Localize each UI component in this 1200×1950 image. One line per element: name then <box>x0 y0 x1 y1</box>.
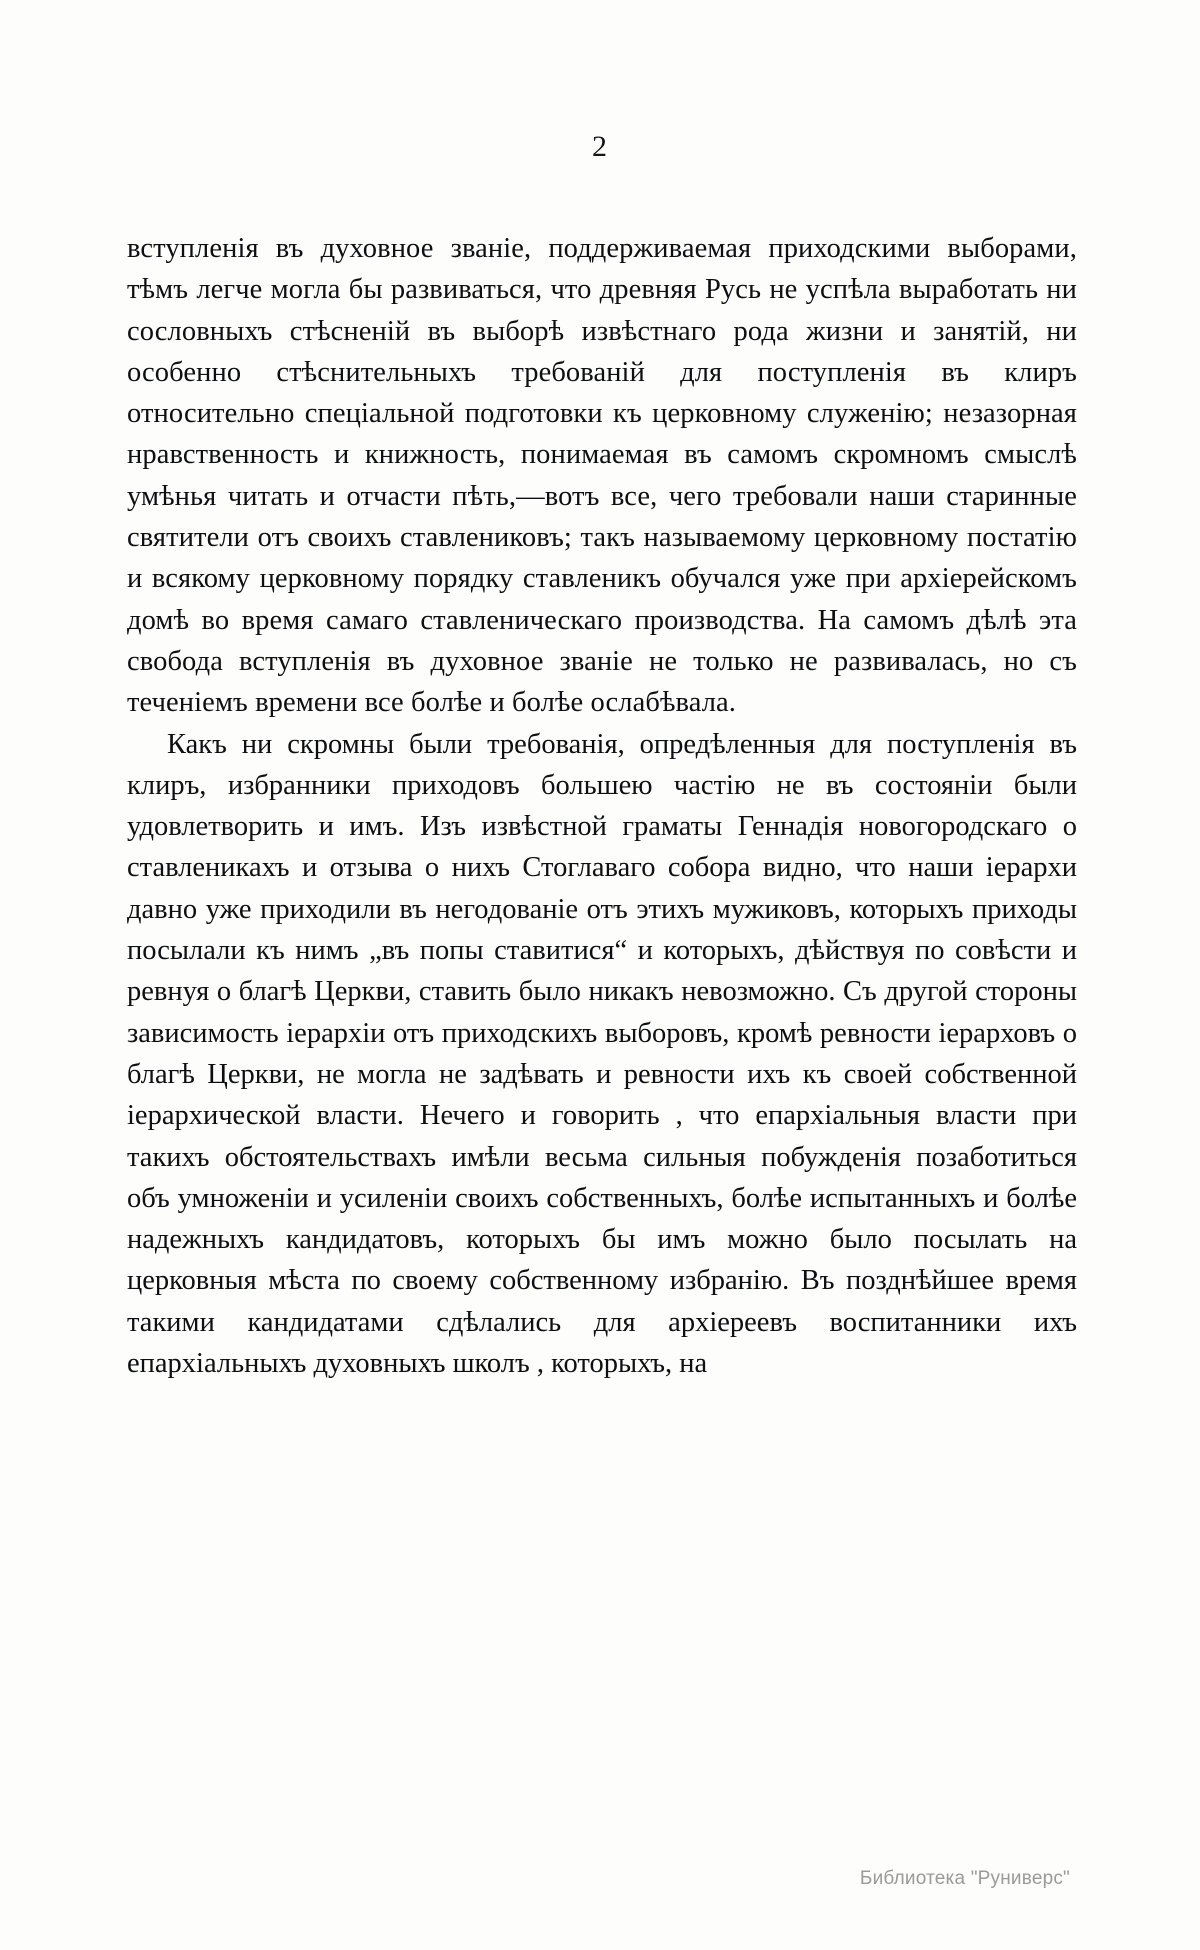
paragraph: вступленія въ духовное званіе, поддерживаемая приходскими выборами, тѣмъ легче могла бы развиваться, что древняя Русь не успѣла выработать ни сословныхъ стѣсненій въ выборѣ извѣстнаго рода жизни и занятій, ни особенно стѣснительныхъ требованій для поступленія въ клиръ относительно спеціальной подготовки къ церковному служенію; незазорная нравственность и книжность, понимаемая въ самомъ скромномъ смыслѣ умѣнья читать и отчасти пѣть,—вотъ все, чего требовали наши старинные святители отъ своихъ ставлениковъ; такъ называемому церковному постатію и всякому церковному порядку ставленикъ обучался уже при архіерейскомъ домѣ во время самаго ставленическаго производства. На самомъ дѣлѣ эта свобода вступленія въ духовное званіе не только не развивалась, но съ теченіемъ времени все болѣе и болѣе ослабѣвала. <box>127 233 1077 719</box>
page-text-body <box>127 228 1077 1384</box>
paragraph: Какъ ни скромны были требованія, опредѣленныя для поступленія въ клиръ, избранники приходовъ большею частію не въ состояніи были удовлетворить и имъ. Изъ извѣстной граматы Геннадія новогородскаго о ставленикахъ и отзыва о нихъ Стоглаваго собора видно, что наши іерархи давно уже приходили въ негодованіе отъ этихъ мужиковъ, которыхъ приходы посылали къ нимъ „въ попы ставитися“ и которыхъ, дѣйствуя по совѣсти и ревнуя о благѣ Церкви, ставить было никакъ невозможно. Съ другой стороны зависимость іерархіи отъ приходскихъ выборовъ, кромѣ ревности іерарховъ о благѣ Церкви, не могла не задѣвать и ревности ихъ къ своей собственной іерархической власти. Нечего и говорить , что епархіальныя власти при такихъ обстоятельствахъ имѣли весьма сильныя побужденія позаботиться объ умноженіи и усиленіи своихъ собственныхъ, болѣе испытанныхъ и болѣе надежныхъ кандидатовъ, которыхъ бы имъ можно было посылать на церковныя мѣста по своему собственному избранію. Въ позднѣйшее время такими кандидатами сдѣлались для архіереевъ воспитанники ихъ епархіальныхъ духовныхъ школъ , которыхъ, на <box>127 728 1077 1380</box>
library-watermark: Библиотека "Руниверс" <box>859 1868 1070 1889</box>
page-number: 2 <box>592 130 608 163</box>
